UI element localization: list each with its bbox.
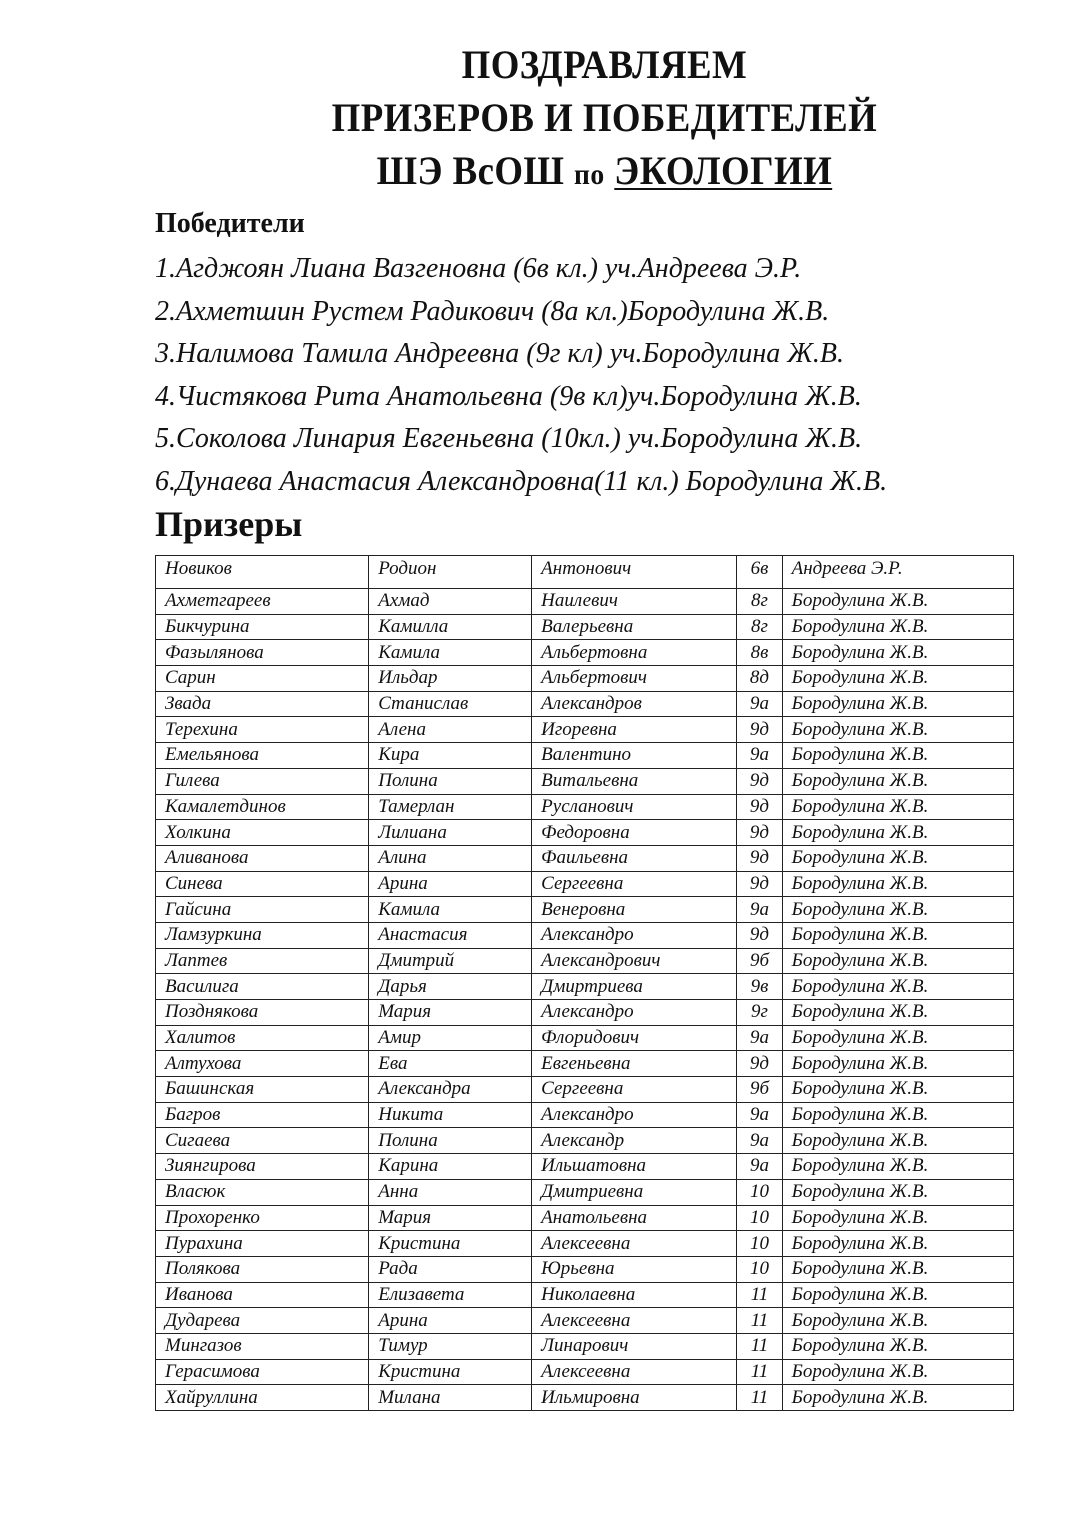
surname-cell: Гилева bbox=[156, 768, 369, 794]
first-name-cell: Милана bbox=[369, 1385, 532, 1411]
teacher-cell: Бородулина Ж.В. bbox=[782, 1231, 1013, 1257]
winner-item: 3.Налимова Тамила Андреевна (9г кл) уч.Бородулина Ж.В. bbox=[155, 338, 844, 369]
table-row bbox=[156, 871, 1014, 897]
surname-cell: Мингазов bbox=[156, 1333, 369, 1359]
teacher-cell: Бородулина Ж.В. bbox=[782, 1282, 1013, 1308]
table-row bbox=[156, 1256, 1014, 1282]
table-row bbox=[156, 1128, 1014, 1154]
patronymic-cell: Дмиртриева bbox=[532, 974, 737, 1000]
teacher-cell: Бородулина Ж.В. bbox=[782, 794, 1013, 820]
surname-cell: Лаптев bbox=[156, 948, 369, 974]
first-name-cell: Ахмад bbox=[369, 589, 532, 615]
grade-cell: 9а bbox=[737, 897, 782, 923]
table-row bbox=[156, 1051, 1014, 1077]
teacher-cell: Бородулина Ж.В. bbox=[782, 922, 1013, 948]
teacher-cell: Бородулина Ж.В. bbox=[782, 1025, 1013, 1051]
winner-item: 1.Агджоян Лиана Вазгеновна (6в кл.) уч.Андреева Э.Р. bbox=[155, 253, 802, 284]
winners-list bbox=[155, 248, 887, 503]
table-row bbox=[156, 845, 1014, 871]
surname-cell: Бикчурина bbox=[156, 614, 369, 640]
document-title bbox=[0, 38, 1080, 201]
surname-cell: Ламзуркина bbox=[156, 922, 369, 948]
first-name-cell: Елизавета bbox=[369, 1282, 532, 1308]
table-row bbox=[156, 974, 1014, 1000]
first-name-cell: Полина bbox=[369, 1128, 532, 1154]
surname-cell: Емельянова bbox=[156, 743, 369, 769]
grade-cell: 10 bbox=[737, 1231, 782, 1257]
winners-heading: Победители bbox=[155, 208, 305, 239]
table-row bbox=[156, 1077, 1014, 1103]
patronymic-cell: Венеровна bbox=[532, 897, 737, 923]
teacher-cell: Бородулина Ж.В. bbox=[782, 871, 1013, 897]
patronymic-cell: Алексеевна bbox=[532, 1231, 737, 1257]
olympiad-name: ШЭ ВсОШ bbox=[376, 148, 565, 193]
grade-cell: 10 bbox=[737, 1256, 782, 1282]
title-line-3 bbox=[43, 144, 1037, 201]
table-row bbox=[156, 1179, 1014, 1205]
table-row bbox=[156, 1282, 1014, 1308]
table-row bbox=[156, 666, 1014, 692]
teacher-cell: Бородулина Ж.В. bbox=[782, 1205, 1013, 1231]
surname-cell: Багров bbox=[156, 1102, 369, 1128]
surname-cell: Холкина bbox=[156, 820, 369, 846]
surname-cell: Фазылянова bbox=[156, 640, 369, 666]
grade-cell: 9д bbox=[737, 768, 782, 794]
table-row bbox=[156, 1333, 1014, 1359]
surname-cell: Пурахина bbox=[156, 1231, 369, 1257]
patronymic-cell: Наилевич bbox=[532, 589, 737, 615]
grade-cell: 11 bbox=[737, 1333, 782, 1359]
surname-cell: Звада bbox=[156, 691, 369, 717]
first-name-cell: Ильдар bbox=[369, 666, 532, 692]
first-name-cell: Тамерлан bbox=[369, 794, 532, 820]
teacher-cell: Бородулина Ж.В. bbox=[782, 614, 1013, 640]
patronymic-cell: Александрович bbox=[532, 948, 737, 974]
first-name-cell: Карина bbox=[369, 1154, 532, 1180]
grade-cell: 9а bbox=[737, 1025, 782, 1051]
table-row bbox=[156, 1154, 1014, 1180]
patronymic-cell: Сергеевна bbox=[532, 871, 737, 897]
surname-cell: Халитов bbox=[156, 1025, 369, 1051]
patronymic-cell: Антонович bbox=[532, 556, 737, 589]
teacher-cell: Бородулина Ж.В. bbox=[782, 666, 1013, 692]
first-name-cell: Мария bbox=[369, 1000, 532, 1026]
winner-item: 5.Соколова Линария Евгеньевна (10кл.) уч.Бородулина Ж.В. bbox=[155, 423, 863, 454]
surname-cell: Полякова bbox=[156, 1256, 369, 1282]
teacher-cell: Бородулина Ж.В. bbox=[782, 1102, 1013, 1128]
teacher-cell: Бородулина Ж.В. bbox=[782, 1128, 1013, 1154]
grade-cell: 9д bbox=[737, 794, 782, 820]
table-row bbox=[156, 1000, 1014, 1026]
grade-cell: 9б bbox=[737, 948, 782, 974]
subject-name: ЭКОЛОГИИ bbox=[614, 148, 833, 193]
table-row bbox=[156, 640, 1014, 666]
first-name-cell: Родион bbox=[369, 556, 532, 589]
teacher-cell: Бородулина Ж.В. bbox=[782, 717, 1013, 743]
table-row bbox=[156, 1385, 1014, 1411]
first-name-cell: Полина bbox=[369, 768, 532, 794]
first-name-cell: Дмитрий bbox=[369, 948, 532, 974]
winner-item: 4.Чистякова Рита Анатольевна (9в кл)уч.Бородулина Ж.В. bbox=[155, 380, 862, 412]
patronymic-cell: Флоридович bbox=[532, 1025, 737, 1051]
surname-cell: Зиянгирова bbox=[156, 1154, 369, 1180]
grade-cell: 9д bbox=[737, 871, 782, 897]
teacher-cell: Бородулина Ж.В. bbox=[782, 845, 1013, 871]
surname-cell: Камалетдинов bbox=[156, 794, 369, 820]
teacher-cell: Бородулина Ж.В. bbox=[782, 1000, 1013, 1026]
table-row bbox=[156, 589, 1014, 615]
grade-cell: 8д bbox=[737, 666, 782, 692]
first-name-cell: Алина bbox=[369, 845, 532, 871]
first-name-cell: Арина bbox=[369, 1308, 532, 1334]
table-row bbox=[156, 1205, 1014, 1231]
patronymic-cell: Анатольевна bbox=[532, 1205, 737, 1231]
teacher-cell: Бородулина Ж.В. bbox=[782, 948, 1013, 974]
teacher-cell: Бородулина Ж.В. bbox=[782, 1359, 1013, 1385]
table-row bbox=[156, 768, 1014, 794]
surname-cell: Синева bbox=[156, 871, 369, 897]
first-name-cell: Александра bbox=[369, 1077, 532, 1103]
patronymic-cell: Александр bbox=[532, 1128, 737, 1154]
first-name-cell: Анастасия bbox=[369, 922, 532, 948]
first-name-cell: Кристина bbox=[369, 1231, 532, 1257]
surname-cell: Башинская bbox=[156, 1077, 369, 1103]
grade-cell: 9б bbox=[737, 1077, 782, 1103]
grade-cell: 9а bbox=[737, 691, 782, 717]
table-row bbox=[156, 1231, 1014, 1257]
grade-cell: 9д bbox=[737, 717, 782, 743]
winner-item: 6.Дунаева Анастасия Александровна(11 кл.) Бородулина Ж.В. bbox=[155, 465, 888, 497]
teacher-cell: Бородулина Ж.В. bbox=[782, 743, 1013, 769]
teacher-cell: Бородулина Ж.В. bbox=[782, 1256, 1013, 1282]
surname-cell: Сигаева bbox=[156, 1128, 369, 1154]
grade-cell: 9а bbox=[737, 1102, 782, 1128]
grade-cell: 8г bbox=[737, 614, 782, 640]
surname-cell: Терехина bbox=[156, 717, 369, 743]
surname-cell: Василига bbox=[156, 974, 369, 1000]
grade-cell: 9а bbox=[737, 1128, 782, 1154]
patronymic-cell: Линарович bbox=[532, 1333, 737, 1359]
first-name-cell: Камилла bbox=[369, 614, 532, 640]
first-name-cell: Тимур bbox=[369, 1333, 532, 1359]
patronymic-cell: Александро bbox=[532, 1000, 737, 1026]
first-name-cell: Лилиана bbox=[369, 820, 532, 846]
grade-cell: 11 bbox=[737, 1308, 782, 1334]
table-row bbox=[156, 948, 1014, 974]
first-name-cell: Камила bbox=[369, 897, 532, 923]
patronymic-cell: Александро bbox=[532, 1102, 737, 1128]
first-name-cell: Арина bbox=[369, 871, 532, 897]
teacher-cell: Бородулина Ж.В. bbox=[782, 1077, 1013, 1103]
patronymic-cell: Игоревна bbox=[532, 717, 737, 743]
table-row bbox=[156, 897, 1014, 923]
surname-cell: Прохоренко bbox=[156, 1205, 369, 1231]
teacher-cell: Бородулина Ж.В. bbox=[782, 1179, 1013, 1205]
grade-cell: 11 bbox=[737, 1282, 782, 1308]
table-row bbox=[156, 794, 1014, 820]
grade-cell: 8в bbox=[737, 640, 782, 666]
teacher-cell: Бородулина Ж.В. bbox=[782, 1051, 1013, 1077]
patronymic-cell: Алексеевна bbox=[532, 1308, 737, 1334]
patronymic-cell: Ильмировна bbox=[532, 1385, 737, 1411]
table-row bbox=[156, 717, 1014, 743]
table-row bbox=[156, 614, 1014, 640]
teacher-cell: Бородулина Ж.В. bbox=[782, 589, 1013, 615]
grade-cell: 11 bbox=[737, 1385, 782, 1411]
patronymic-cell: Валерьевна bbox=[532, 614, 737, 640]
surname-cell: Власюк bbox=[156, 1179, 369, 1205]
first-name-cell: Ева bbox=[369, 1051, 532, 1077]
teacher-cell: Бородулина Ж.В. bbox=[782, 897, 1013, 923]
patronymic-cell: Алексеевна bbox=[532, 1359, 737, 1385]
first-name-cell: Мария bbox=[369, 1205, 532, 1231]
teacher-cell: Бородулина Ж.В. bbox=[782, 820, 1013, 846]
surname-cell: Ахметгареев bbox=[156, 589, 369, 615]
surname-cell: Герасимова bbox=[156, 1359, 369, 1385]
teacher-cell: Бородулина Ж.В. bbox=[782, 768, 1013, 794]
table-row bbox=[156, 556, 1014, 589]
table-row bbox=[156, 1025, 1014, 1051]
table-row bbox=[156, 1359, 1014, 1385]
grade-cell: 8г bbox=[737, 589, 782, 615]
first-name-cell: Анна bbox=[369, 1179, 532, 1205]
patronymic-cell: Витальевна bbox=[532, 768, 737, 794]
table-row bbox=[156, 743, 1014, 769]
surname-cell: Алтухова bbox=[156, 1051, 369, 1077]
title-line-1: ПОЗДРАВЛЯЕМ bbox=[461, 42, 748, 87]
teacher-cell: Бородулина Ж.В. bbox=[782, 1154, 1013, 1180]
surname-cell: Сарин bbox=[156, 666, 369, 692]
prizers-table bbox=[155, 555, 1014, 1411]
grade-cell: 9д bbox=[737, 1051, 782, 1077]
grade-cell: 9г bbox=[737, 1000, 782, 1026]
first-name-cell: Кристина bbox=[369, 1359, 532, 1385]
patronymic-cell: Юрьевна bbox=[532, 1256, 737, 1282]
patronymic-cell: Ильшатовна bbox=[532, 1154, 737, 1180]
grade-cell: 9д bbox=[737, 845, 782, 871]
teacher-cell: Бородулина Ж.В. bbox=[782, 640, 1013, 666]
patronymic-cell: Александров bbox=[532, 691, 737, 717]
table-row bbox=[156, 1308, 1014, 1334]
patronymic-cell: Николаевна bbox=[532, 1282, 737, 1308]
patronymic-cell: Альбертовна bbox=[532, 640, 737, 666]
first-name-cell: Станислав bbox=[369, 691, 532, 717]
surname-cell: Позднякова bbox=[156, 1000, 369, 1026]
grade-cell: 6в bbox=[737, 556, 782, 589]
grade-cell: 9а bbox=[737, 743, 782, 769]
title-preposition: по bbox=[573, 158, 605, 191]
surname-cell: Иванова bbox=[156, 1282, 369, 1308]
patronymic-cell: Валентино bbox=[532, 743, 737, 769]
first-name-cell: Никита bbox=[369, 1102, 532, 1128]
patronymic-cell: Дмитриевна bbox=[532, 1179, 737, 1205]
patronymic-cell: Федоровна bbox=[532, 820, 737, 846]
first-name-cell: Рада bbox=[369, 1256, 532, 1282]
prizers-heading: Призеры bbox=[155, 504, 303, 544]
patronymic-cell: Евгеньевна bbox=[532, 1051, 737, 1077]
surname-cell: Хайруллина bbox=[156, 1385, 369, 1411]
grade-cell: 10 bbox=[737, 1205, 782, 1231]
patronymic-cell: Фаильевна bbox=[532, 845, 737, 871]
teacher-cell: Бородулина Ж.В. bbox=[782, 1308, 1013, 1334]
first-name-cell: Камила bbox=[369, 640, 532, 666]
teacher-cell: Бородулина Ж.В. bbox=[782, 1333, 1013, 1359]
table-row bbox=[156, 691, 1014, 717]
teacher-cell: Бородулина Ж.В. bbox=[782, 1385, 1013, 1411]
first-name-cell: Амир bbox=[369, 1025, 532, 1051]
title-line-2: ПРИЗЕРОВ И ПОБЕДИТЕЛЕЙ bbox=[331, 95, 878, 140]
grade-cell: 9в bbox=[737, 974, 782, 1000]
table-row bbox=[156, 922, 1014, 948]
teacher-cell: Бородулина Ж.В. bbox=[782, 691, 1013, 717]
grade-cell: 9д bbox=[737, 820, 782, 846]
first-name-cell: Дарья bbox=[369, 974, 532, 1000]
grade-cell: 9а bbox=[737, 1154, 782, 1180]
surname-cell: Новиков bbox=[156, 556, 369, 589]
surname-cell: Аливанова bbox=[156, 845, 369, 871]
teacher-cell: Андреева Э.Р. bbox=[782, 556, 1013, 589]
grade-cell: 11 bbox=[737, 1359, 782, 1385]
patronymic-cell: Альбертович bbox=[532, 666, 737, 692]
patronymic-cell: Русланович bbox=[532, 794, 737, 820]
surname-cell: Гайсина bbox=[156, 897, 369, 923]
first-name-cell: Кира bbox=[369, 743, 532, 769]
table-row bbox=[156, 820, 1014, 846]
first-name-cell: Алена bbox=[369, 717, 532, 743]
patronymic-cell: Сергеевна bbox=[532, 1077, 737, 1103]
teacher-cell: Бородулина Ж.В. bbox=[782, 974, 1013, 1000]
table-row bbox=[156, 1102, 1014, 1128]
surname-cell: Дударева bbox=[156, 1308, 369, 1334]
grade-cell: 9д bbox=[737, 922, 782, 948]
patronymic-cell: Александро bbox=[532, 922, 737, 948]
winner-item: 2.Ахметшин Рустем Радикович (8а кл.)Бородулина Ж.В. bbox=[155, 295, 830, 327]
grade-cell: 10 bbox=[737, 1179, 782, 1205]
